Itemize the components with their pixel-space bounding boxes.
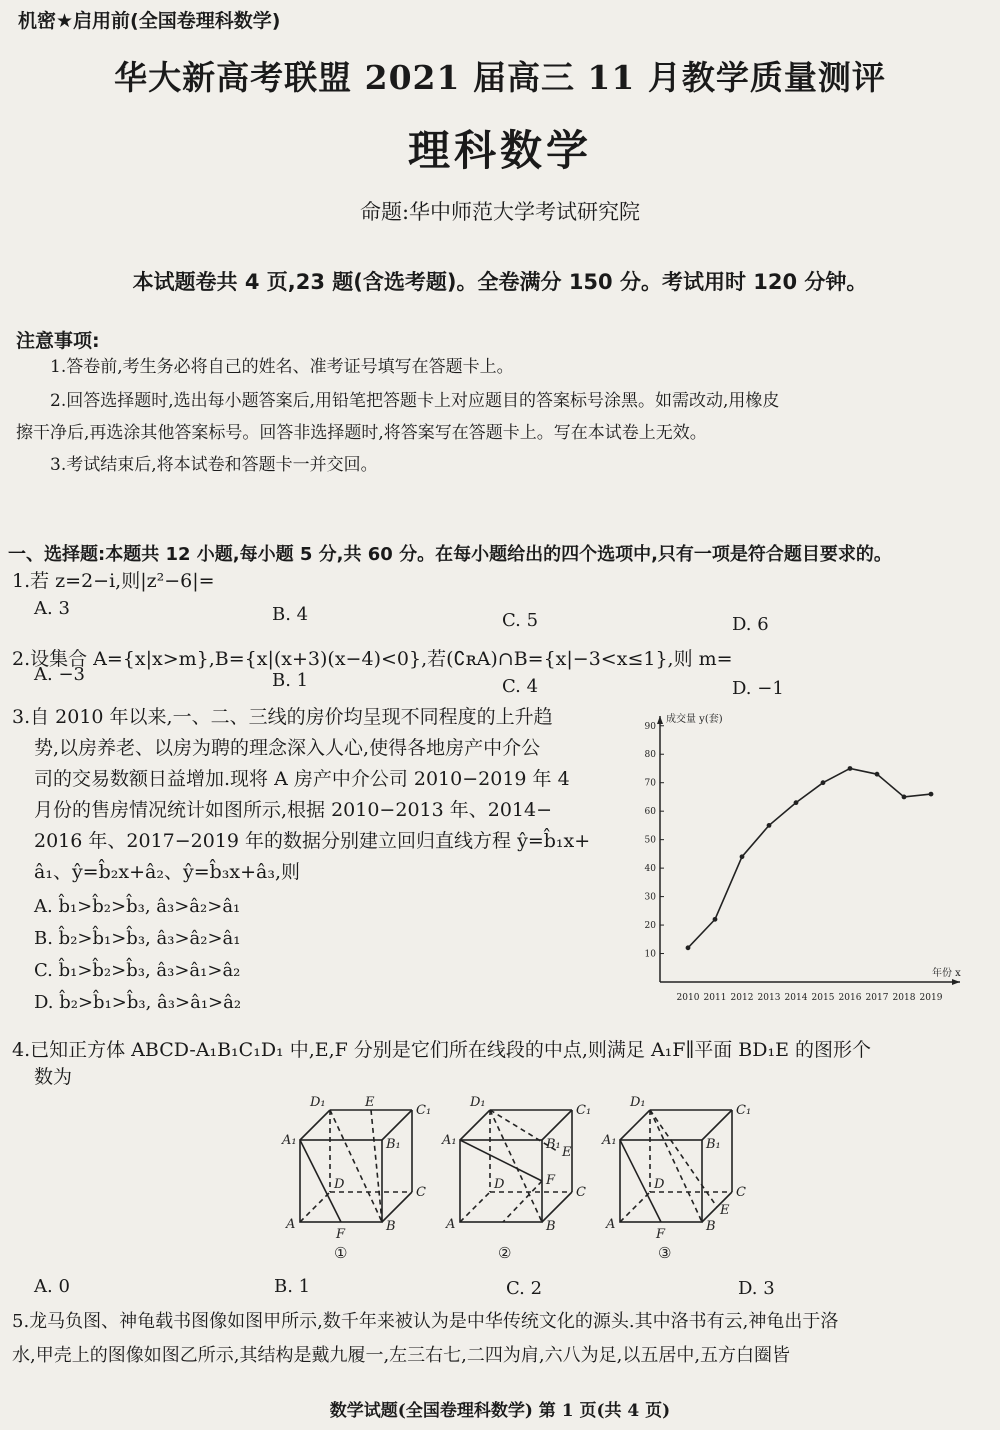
cube-figure-2 <box>460 1110 572 1222</box>
cube2-label-d1: D₁ <box>470 1095 486 1110</box>
q2-option-c: C. 4 <box>502 676 539 697</box>
q3-option-c: C. b̂₁>b̂₂>b̂₃, â₃>â₁>â₂ <box>34 960 241 981</box>
x-tick-label-2011: 2011 <box>703 993 727 1003</box>
y-axis-label: 成交量 y(套) <box>666 714 723 725</box>
q4-option-d: D. 3 <box>738 1278 775 1299</box>
q2-option-b: B. 1 <box>272 670 309 691</box>
cube1-label-c1: C₁ <box>416 1103 432 1118</box>
q3-option-d: D. b̂₂>b̂₁>b̂₃, â₃>â₁>â₂ <box>34 992 242 1013</box>
exam-title: 华大新高考联盟 2021 届高三 11 月教学质量测评 <box>114 58 886 97</box>
cube3-label-d1: D₁ <box>630 1095 646 1110</box>
cube1-label-b: B <box>386 1219 396 1234</box>
x-axis-label: 年份 x <box>932 968 961 979</box>
cube1-label-a: A <box>286 1217 296 1232</box>
cube2-label-a1: A₁ <box>442 1133 457 1148</box>
data-point-2014 <box>794 800 799 805</box>
q5-line-1: 5.龙马负图、神龟载书图像如图甲所示,数千年来被认为是中华传统文化的源头.其中洛书有云,神龟出于洛 <box>12 1311 839 1332</box>
q3-line-6: â₁、ŷ=b̂₂x+â₂、ŷ=b̂₃x+â₃,则 <box>34 861 301 883</box>
cube3-label-a: A <box>606 1217 616 1232</box>
page-footer: 数学试题(全国卷理科数学) 第 1 页(共 4 页) <box>329 1401 671 1421</box>
q2-option-a: A. −3 <box>34 664 85 685</box>
q4-line-1: 4.已知正方体 ABCD-A₁B₁C₁D₁ 中,E,F 分别是它们所在线段的中点,则满足 A₁F∥平面 BD₁E 的图形个 <box>12 1039 872 1061</box>
y-tick-label-50: 50 <box>644 835 656 846</box>
data-point-2011 <box>713 917 718 922</box>
confidential-label: 机密★启用前(全国卷理科数学) <box>18 10 281 32</box>
notice-item-2-cont: 擦干净后,再选涂其他答案标号。回答非选择题时,将答案写在答题卡上。写在本试卷上无效。 <box>16 423 707 443</box>
cube3-label-c1: C₁ <box>736 1103 752 1118</box>
q3-line-5: 2016 年、2017−2019 年的数据分别建立回归直线方程 ŷ=b̂₁x+ <box>34 830 591 852</box>
x-tick-label-2018: 2018 <box>892 993 916 1003</box>
cube1-label-d1: D₁ <box>310 1095 326 1110</box>
cube3-label-b: B <box>706 1219 716 1234</box>
data-point-2019 <box>929 792 934 797</box>
notice-heading: 注意事项: <box>16 330 100 352</box>
cube3-label-f: F <box>656 1227 666 1242</box>
x-tick-label-2010: 2010 <box>676 993 700 1003</box>
data-point-2013 <box>767 823 772 828</box>
q4-option-b: B. 1 <box>274 1276 311 1297</box>
q3-line-2: 势,以房养老、以房为聘的理念深入人心,使得各地房产中介公 <box>34 737 541 759</box>
cube1-label-a1: A₁ <box>282 1133 297 1148</box>
q3-line-chart <box>630 700 975 1010</box>
x-tick-label-2017: 2017 <box>865 993 889 1003</box>
y-tick-label-40: 40 <box>644 864 656 875</box>
exam-summary: 本试题卷共 4 页,23 题(含选考题)。全卷满分 150 分。考试用时 120 分钟。 <box>132 270 868 294</box>
y-tick-label-10: 10 <box>644 949 656 960</box>
x-tick-label-2015: 2015 <box>811 993 835 1003</box>
q1-option-c: C. 5 <box>502 610 539 631</box>
q3-option-a: A. b̂₁>b̂₂>b̂₃, â₃>â₂>â₁ <box>34 896 241 917</box>
author-line: 命题:华中师范大学考试研究院 <box>359 200 641 224</box>
data-point-2016 <box>848 766 853 771</box>
q3-line-4: 月份的售房情况统计如图所示,根据 2010−2013 年、2014− <box>34 799 553 821</box>
cube2-label-e: E <box>562 1145 572 1160</box>
data-point-2010 <box>686 945 691 950</box>
x-tick-label-2019: 2019 <box>919 993 943 1003</box>
q3-option-b: B. b̂₂>b̂₁>b̂₃, â₃>â₂>â₁ <box>34 928 241 949</box>
cube3-label-b1: B₁ <box>706 1137 721 1152</box>
x-axis-arrow <box>952 979 960 985</box>
cube-figure-1 <box>300 1110 412 1222</box>
q1-stem: 1.若 z=2−i,则|z²−6|= <box>12 570 215 592</box>
x-tick-label-2013: 2013 <box>757 993 781 1003</box>
cube2-label-d: D <box>494 1177 505 1192</box>
cube3-label-c: C <box>736 1185 746 1200</box>
data-point-2018 <box>902 795 907 800</box>
q1-option-a: A. 3 <box>34 598 70 619</box>
cube2-label-b1: B₁ <box>546 1137 561 1152</box>
cube1-label-e: E <box>365 1095 375 1110</box>
q4-option-c: C. 2 <box>506 1278 543 1299</box>
notice-item-2: 2.回答选择题时,选出每小题答案后,用铅笔把答题卡上对应题目的答案标号涂黑。如需改动,用橡皮 <box>50 391 780 411</box>
cube-caption-1: ① <box>334 1244 348 1262</box>
q1-option-d: D. 6 <box>732 614 769 635</box>
y-tick-label-80: 80 <box>644 750 656 761</box>
q2-stem: 2.设集合 A={x|x>m},B={x|(x+3)(x−4)<0},若(∁ʀA)∩B={x|−3<x≤1},则 m= <box>12 648 733 670</box>
cube2-label-a: A <box>446 1217 456 1232</box>
notice-item-3: 3.考试结束后,将本试卷和答题卡一并交回。 <box>50 455 378 475</box>
x-tick-label-2014: 2014 <box>784 993 808 1003</box>
cube1-label-c: C <box>416 1185 426 1200</box>
q2-option-d: D. −1 <box>732 678 784 699</box>
cube2-label-c: C <box>576 1185 586 1200</box>
data-point-2017 <box>875 772 880 777</box>
q5-line-2: 水,甲壳上的图像如图乙所示,其结构是戴九履一,左三右七,二四为肩,六八为足,以五居中,五方白圈皆 <box>12 1345 791 1366</box>
cube2-label-b: B <box>546 1219 556 1234</box>
q4-cube-figures <box>270 1090 770 1268</box>
cube2-label-f: F <box>546 1173 556 1188</box>
y-tick-label-30: 30 <box>644 892 656 903</box>
y-tick-label-70: 70 <box>644 778 656 789</box>
cube1-label-f: F <box>336 1227 346 1242</box>
data-point-2012 <box>740 854 745 859</box>
cube3-label-e: E <box>720 1203 730 1218</box>
data-point-2015 <box>821 780 826 785</box>
q4-line-2: 数为 <box>34 1066 73 1088</box>
y-tick-label-20: 20 <box>644 921 656 932</box>
y-tick-label-60: 60 <box>644 807 656 818</box>
cube-figure-3 <box>620 1110 732 1222</box>
cube-caption-3: ③ <box>658 1244 672 1262</box>
q3-line-3: 司的交易数额日益增加.现将 A 房产中介公司 2010−2019 年 4 <box>34 768 570 790</box>
cube1-label-d: D <box>334 1177 345 1192</box>
cube2-label-c1: C₁ <box>576 1103 592 1118</box>
cube3-label-a1: A₁ <box>602 1133 617 1148</box>
q4-option-a: A. 0 <box>34 1276 70 1297</box>
x-tick-label-2012: 2012 <box>730 993 754 1003</box>
subject-title: 理科数学 <box>407 126 592 175</box>
x-tick-label-2016: 2016 <box>838 993 862 1003</box>
section-heading: 一、选择题:本题共 12 小题,每小题 5 分,共 60 分。在每小题给出的四个选项中,只有一项是符合题目要求的。 <box>8 544 892 565</box>
cube3-label-d: D <box>654 1177 665 1192</box>
q1-option-b: B. 4 <box>272 604 309 625</box>
q3-line-1: 3.自 2010 年以来,一、二、三线的房价均呈现不同程度的上升趋 <box>12 706 553 728</box>
cube-caption-2: ② <box>498 1244 512 1262</box>
series-line <box>688 768 931 947</box>
y-axis-arrow <box>657 716 663 724</box>
notice-item-1: 1.答卷前,考生务必将自己的姓名、准考证号填写在答题卡上。 <box>50 357 514 377</box>
cube1-label-b1: B₁ <box>386 1137 401 1152</box>
y-tick-label-90: 90 <box>644 721 656 732</box>
